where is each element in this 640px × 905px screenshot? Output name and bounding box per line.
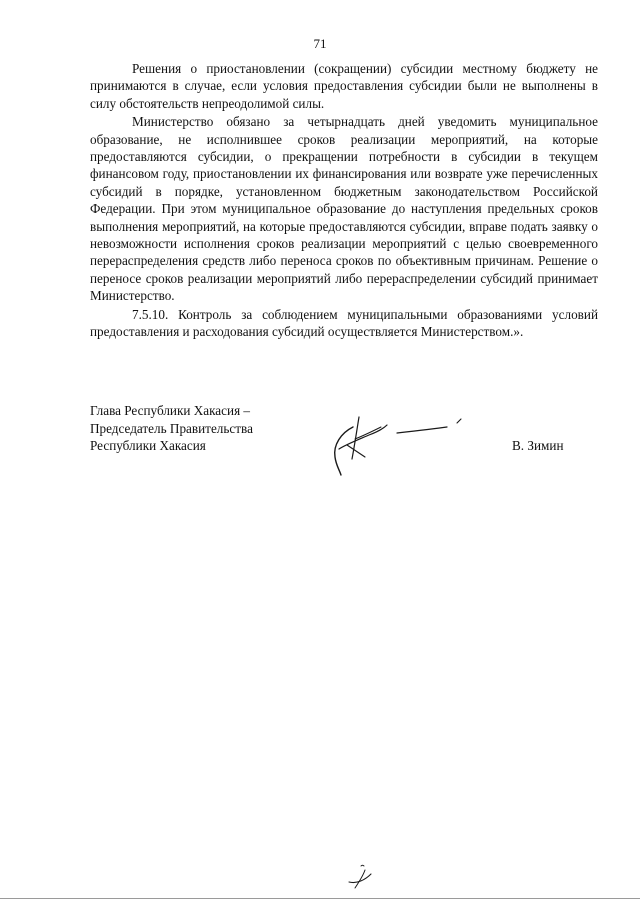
body-text xyxy=(90,60,598,342)
paragraph-ministry-notice: Министерство обязано за четырнадцать дней уведомить муниципальное образование, не исполнившее сроков реализации мероприятий, на которые предоставляются субсидии, о прекращении потребности в субсидии в текущем финансовом году, приостановлении их финансирования или возврате уже перечисленных субсидий в порядке, установленном бюджетным законодательством Российской Федерации. При этом муниципальное образование до наступления предельных сроков выполнения мероприятий, на которые предоставляются субсидии, вправе подать заявку о невозможности исполнения сроков реализации мероприятий с целью своевременного перераспределения средств либо переноса сроков по объективным причинам. Решение о переносе сроков реализации мероприятий либо перераспределении субсидий принимает Министерство. xyxy=(90,114,598,304)
paragraph-control: 7.5.10. Контроль за соблюдением муниципальными образованиями условий предоставления и расходования субсидий осуществляется Министерством.». xyxy=(90,306,598,340)
signer-title-line: Республики Хакасия xyxy=(90,438,206,454)
handwritten-signature-icon xyxy=(325,405,475,485)
bottom-divider xyxy=(0,898,640,899)
paragraph-suspension: Решения о приостановлении (сокращении) субсидии местному бюджету не принимаются в случае, если условия предоставления субсидии были не выполнены в силу обстоятельств непреодолимой силы. xyxy=(90,61,598,111)
signer-title-line: Председатель Правительства xyxy=(90,420,253,436)
handwritten-initial-icon xyxy=(335,862,385,892)
signer-name: В. Зимин xyxy=(512,438,564,453)
page-number: 71 xyxy=(313,36,327,51)
signer-title-line: Глава Республики Хакасия – xyxy=(90,403,251,418)
